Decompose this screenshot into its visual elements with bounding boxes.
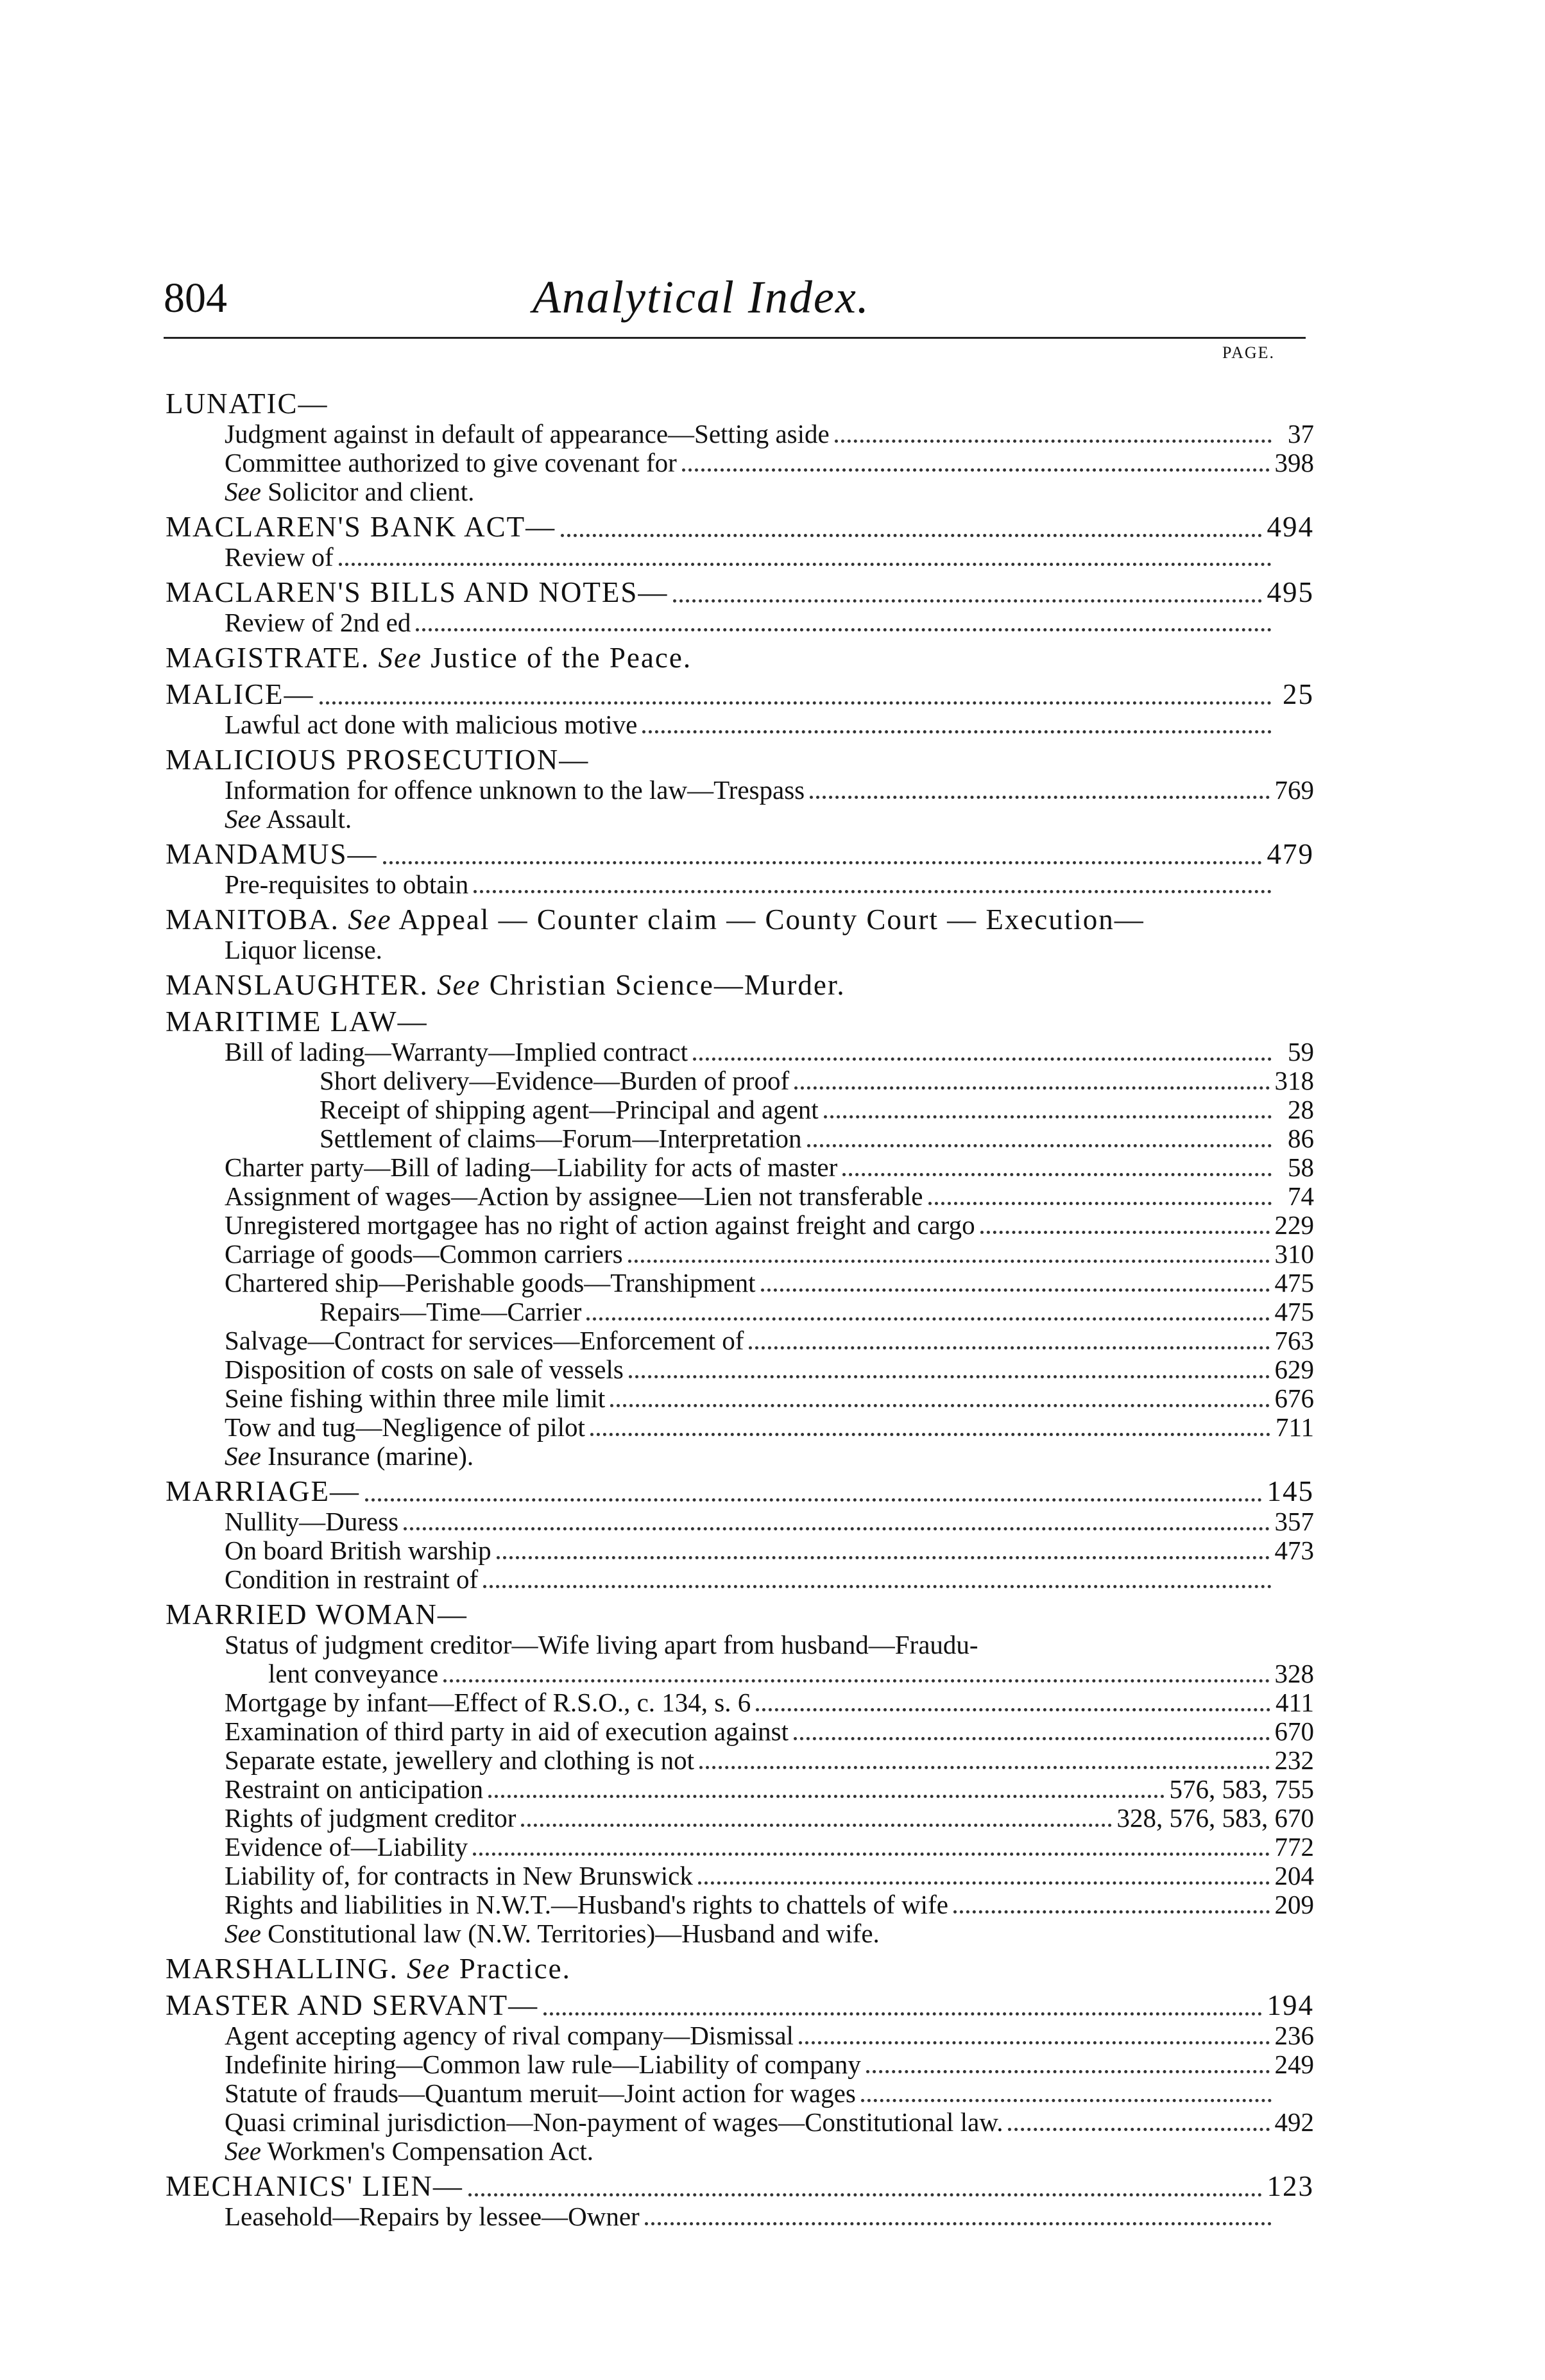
heading-text: MALICE— [166,678,314,710]
sub-entry [166,1775,1314,1804]
header-rule [164,337,1306,339]
dot-leader [749,1346,1269,1349]
dot-leader [590,1433,1270,1436]
sub-entry [166,1804,1314,1833]
sub-entry-text: Statute of frauds—Quantum meruit—Joint action for wages [225,2078,856,2108]
sub-entry-text: Settlement of claims—Forum—Interpretation [320,1124,802,1153]
sub-entry [166,1240,1314,1269]
sub-entry [166,776,1314,805]
dot-leader [543,2012,1261,2016]
sub-entry-text: Review of [225,542,334,572]
sub-entry-text: Separate estate, jewellery and clothing is not [225,1745,695,1775]
page-reference: 318 [1274,1066,1314,1095]
sub-entry [166,1890,1314,1919]
see-label: See [225,477,261,506]
dot-leader [980,1231,1270,1234]
entry-heading [166,1476,1314,1507]
sub-entry-text: Charter party—Bill of lading—Liability for acts of master [225,1152,838,1182]
see-reference-continuation: Liquor license. [225,935,382,964]
dot-leader [928,1202,1272,1205]
see-also-line [166,1442,1314,1471]
sub-entry-text: Unregistered mortgagee has no right of action against freight and cargo [225,1210,975,1240]
sub-entry-text: Tow and tug—Negligence of pilot [225,1412,585,1442]
page-reference: 475 [1274,1297,1314,1326]
see-also-line [166,2137,1314,2166]
index-entry [166,970,1314,1001]
dot-leader [824,1115,1272,1118]
heading-text: MACLAREN'S BANK ACT— [166,511,556,543]
sub-entry-text: Judgment against in default of appearance—Setting aside [225,419,830,449]
dot-leader [645,2222,1272,2225]
sub-entry-text: Rights of judgment creditor [225,1803,516,1833]
sub-entry-text: Receipt of shipping agent—Principal and agent [320,1095,819,1124]
sub-entry [166,1659,1314,1688]
page-reference: 28 [1288,1095,1314,1124]
entry-heading [166,642,1314,674]
dot-leader [842,1173,1272,1176]
sub-entry [166,1688,1314,1717]
sub-entry [166,1153,1314,1182]
index-entry [166,1953,1314,1985]
page-reference: 475 [1274,1268,1314,1297]
sub-entry [166,1269,1314,1297]
sub-entry [166,1507,1314,1536]
heading-text: MASTER AND SERVANT— [166,1989,539,2021]
dot-leader [810,796,1269,799]
index-entry [166,642,1314,674]
dot-leader [468,2193,1262,2196]
sub-entry [166,2021,1314,2050]
see-reference: Appeal — Counter claim — County Court — Execution— [398,903,1145,936]
page-reference: 328, 576, 583, 670 [1116,1803,1314,1833]
sub-entry-text: Mortgage by infant—Effect of R.S.O., c. 134, s. 6 [225,1688,751,1717]
page-header [164,260,1306,343]
sub-entry-text: Information for offence unknown to the law—Trespass [225,775,805,805]
sub-entry-text: Evidence of—Liability [225,1832,468,1862]
sub-entry [166,543,1314,572]
see-reference: Assault. [266,804,352,834]
entry-heading [166,839,1314,870]
see-reference: Constitutional law (N.W. Territories)—Husband and wife. [268,1919,880,1948]
heading-text: MANDAMUS— [166,838,378,870]
page-reference: 772 [1274,1832,1314,1862]
page-reference: 473 [1274,1536,1314,1565]
see-label: See [225,2136,261,2166]
sub-entry-text: Salvage—Contract for services—Enforcement of [225,1326,744,1355]
dot-leader [483,1585,1272,1588]
page-reference: 37 [1288,419,1314,449]
heading-text: MAGISTRATE. [166,642,370,674]
page-reference: 492 [1274,2107,1314,2137]
sub-entry-text: lent conveyance [268,1659,439,1688]
index-entry [166,839,1314,899]
sub-entry-text: Chartered ship—Perishable goods—Transhipment [225,1268,756,1297]
index-entry [166,1006,1314,1471]
heading-text: MANITOBA. [166,903,339,936]
dot-leader [953,1910,1270,1913]
dot-leader [642,730,1272,733]
page-reference: 629 [1274,1355,1314,1384]
dot-leader [443,1679,1269,1682]
page-reference: 398 [1274,448,1314,477]
dot-leader [320,701,1272,705]
entry-heading [166,577,1314,608]
dot-leader [835,440,1272,443]
see-also-line [166,805,1314,834]
see-also-line [166,477,1314,506]
sub-entry-text: Disposition of costs on sale of vessels [225,1355,624,1384]
see-reference: Solicitor and client. [268,477,475,506]
sub-entry-text: Repairs—Time—Carrier [320,1297,582,1326]
sub-entry: Status of judgment creditor—Wife living apart from husband—Fraudu- [225,1630,978,1659]
see-label: See [225,804,261,834]
sub-entry-text: Nullity—Duress [225,1507,399,1536]
sub-entry [166,1124,1314,1153]
page-number: 804 [164,275,227,321]
sub-entry [166,870,1314,899]
page-reference: 576, 583, 755 [1169,1774,1314,1804]
sub-entry [166,710,1314,739]
sub-entry-text: Committee authorized to give covenant for [225,448,677,477]
heading-text: MANSLAUGHTER. [166,969,429,1001]
dot-leader [761,1288,1270,1292]
see-label: See [378,642,422,674]
analytical-index [166,388,1314,2236]
sub-entry [166,2202,1314,2231]
page-reference: 328 [1274,1659,1314,1688]
sub-entry [166,1565,1314,1594]
dot-leader [416,628,1272,631]
sub-entry-text: Examination of third party in aid of execution against [225,1717,789,1746]
sub-entry [166,1384,1314,1413]
page-reference: 123 [1267,2170,1314,2202]
sub-entry [166,2079,1314,2108]
entry-heading: MARITIME LAW— [166,1006,428,1038]
see-also-line [166,1919,1314,1948]
sub-entry [166,1536,1314,1565]
sub-entry [166,1095,1314,1124]
dot-leader [473,1853,1269,1856]
sub-entry-text: Lawful act done with malicious motive [225,710,638,739]
dot-leader [629,1375,1270,1378]
sub-entry-text: Seine fishing within three mile limit [225,1383,606,1413]
entry-heading [166,1990,1314,2021]
sub-entry [166,1833,1314,1862]
entry-heading: MARRIED WOMAN— [166,1598,468,1631]
page-reference: 232 [1274,1745,1314,1775]
dot-leader [698,1881,1270,1885]
page-reference: 670 [1274,1717,1314,1746]
page-reference: 229 [1274,1210,1314,1240]
sub-entry [166,1326,1314,1355]
dot-leader [339,563,1272,566]
index-entry [166,388,1314,506]
dot-leader [497,1556,1270,1559]
running-title: Analytical Index. [533,271,870,323]
sub-entry-text: Short delivery—Evidence—Burden of proof [320,1066,790,1095]
page-reference: 59 [1288,1037,1314,1066]
dot-leader [693,1057,1272,1061]
dot-leader [521,1824,1111,1827]
entry-heading: MALICIOUS PROSECUTION— [166,744,590,776]
see-reference: Christian Science—Murder. [489,969,846,1001]
page-reference: 769 [1274,775,1314,805]
index-entry [166,1599,1314,1948]
dot-leader [1008,2128,1269,2131]
dot-leader [866,2070,1270,2073]
page-reference: 25 [1283,678,1314,710]
sub-entry-text: Agent accepting agency of rival company—Dismissal [225,2021,794,2050]
see-reference: Workmen's Compensation Act. [267,2136,593,2166]
see-reference: Justice of the Peace. [431,642,692,674]
sub-entry [166,1355,1314,1384]
see-label: See [407,1953,451,1985]
page-reference: 86 [1288,1124,1314,1153]
see-label: See [437,969,481,1001]
sub-entry [166,1413,1314,1442]
dot-leader [794,1086,1269,1090]
index-entry [166,511,1314,572]
dot-leader [861,2099,1272,2102]
sub-entry [166,1211,1314,1240]
sub-entry [166,1182,1314,1211]
entry-heading [166,1953,1314,1985]
page-reference: 236 [1274,2021,1314,2050]
see-label: See [348,903,392,936]
sub-entry [166,608,1314,637]
sub-entry [166,420,1314,449]
page-reference: 74 [1288,1181,1314,1211]
sub-entry-text: On board British warship [225,1536,491,1565]
see-label: See [225,1919,261,1948]
entry-heading [166,904,1314,936]
heading-text: MARSHALLING. [166,1953,398,1985]
heading-text: MARRIAGE— [166,1475,361,1507]
index-entry [166,2171,1314,2231]
page-reference: 357 [1274,1507,1314,1536]
dot-leader [561,534,1261,537]
sub-entry-text: Quasi criminal jurisdiction—Non-payment of wages—Constitutional law. [225,2107,1003,2137]
sub-entry-text: Assignment of wages—Action by assignee—Lien not transferable [225,1181,923,1211]
entry-heading [166,970,1314,1001]
see-reference: Insurance (marine). [268,1441,474,1471]
page-reference: 411 [1276,1688,1314,1717]
sub-entry-text: Restraint on anticipation [225,1774,484,1804]
index-entry [166,679,1314,739]
sub-entry [166,1746,1314,1775]
index-entry [166,1476,1314,1594]
entry-heading: LUNATIC— [166,388,329,420]
dot-leader [794,1737,1270,1740]
sub-entry-text: Carriage of goods—Common carriers [225,1239,623,1269]
sub-entry-text: Leasehold—Repairs by lessee—Owner [225,2202,640,2231]
sub-entry [166,1297,1314,1326]
sub-entry-text: Review of 2nd ed [225,608,411,637]
index-entry [166,744,1314,834]
dot-leader [404,1527,1269,1530]
entry-heading [166,511,1314,543]
page-reference: 249 [1274,2050,1314,2079]
dot-leader [474,890,1272,893]
dot-leader [586,1317,1269,1321]
sub-entry [166,2050,1314,2079]
dot-leader [610,1404,1269,1407]
page-column-label: PAGE. [1222,343,1276,362]
page-reference: 495 [1267,576,1314,608]
sub-entry-text: Rights and liabilities in N.W.T.—Husband's rights to chattels of wife [225,1890,948,1919]
sub-entry-text: Condition in restraint of [225,1564,479,1594]
entry-heading [166,679,1314,710]
page-reference: 310 [1274,1239,1314,1269]
sub-entry [166,1038,1314,1066]
sub-entry-text: Indefinite hiring—Common law rule—Liability of company [225,2050,861,2079]
entry-heading [166,2171,1314,2202]
dot-leader [488,1795,1164,1798]
dot-leader [756,1708,1270,1711]
dot-leader [807,1144,1272,1147]
sub-entry [166,449,1314,477]
see-reference: Practice. [459,1953,571,1985]
page-reference: 494 [1267,511,1314,543]
index-entry [166,904,1314,964]
see-label: See [225,1441,261,1471]
sub-entry-text: Liability of, for contracts in New Brunswick [225,1861,693,1890]
index-entry [166,577,1314,637]
dot-leader [799,2041,1270,2044]
page-reference: 763 [1274,1326,1314,1355]
page-reference: 711 [1276,1412,1314,1442]
page-reference: 58 [1288,1152,1314,1182]
dot-leader [673,599,1261,603]
page-reference: 209 [1274,1890,1314,1919]
page-reference: 204 [1274,1861,1314,1890]
sub-entry [166,1862,1314,1890]
dot-leader [682,468,1270,472]
dot-leader [365,1498,1261,1502]
index-entry [166,1990,1314,2166]
page-reference: 479 [1267,838,1314,870]
sub-entry-text: Bill of lading—Warranty—Implied contract [225,1037,688,1066]
heading-text: MACLAREN'S BILLS AND NOTES— [166,576,669,608]
page-reference: 676 [1274,1383,1314,1413]
sub-entry [166,1717,1314,1746]
dot-leader [628,1260,1270,1263]
sub-entry-text: Pre-requisites to obtain [225,869,469,899]
page-reference: 145 [1267,1475,1314,1507]
sub-entry [166,1066,1314,1095]
heading-text: MECHANICS' LIEN— [166,2170,463,2202]
dot-leader [383,861,1262,864]
sub-entry [166,2108,1314,2137]
dot-leader [699,1766,1269,1769]
page-reference: 194 [1267,1989,1314,2021]
